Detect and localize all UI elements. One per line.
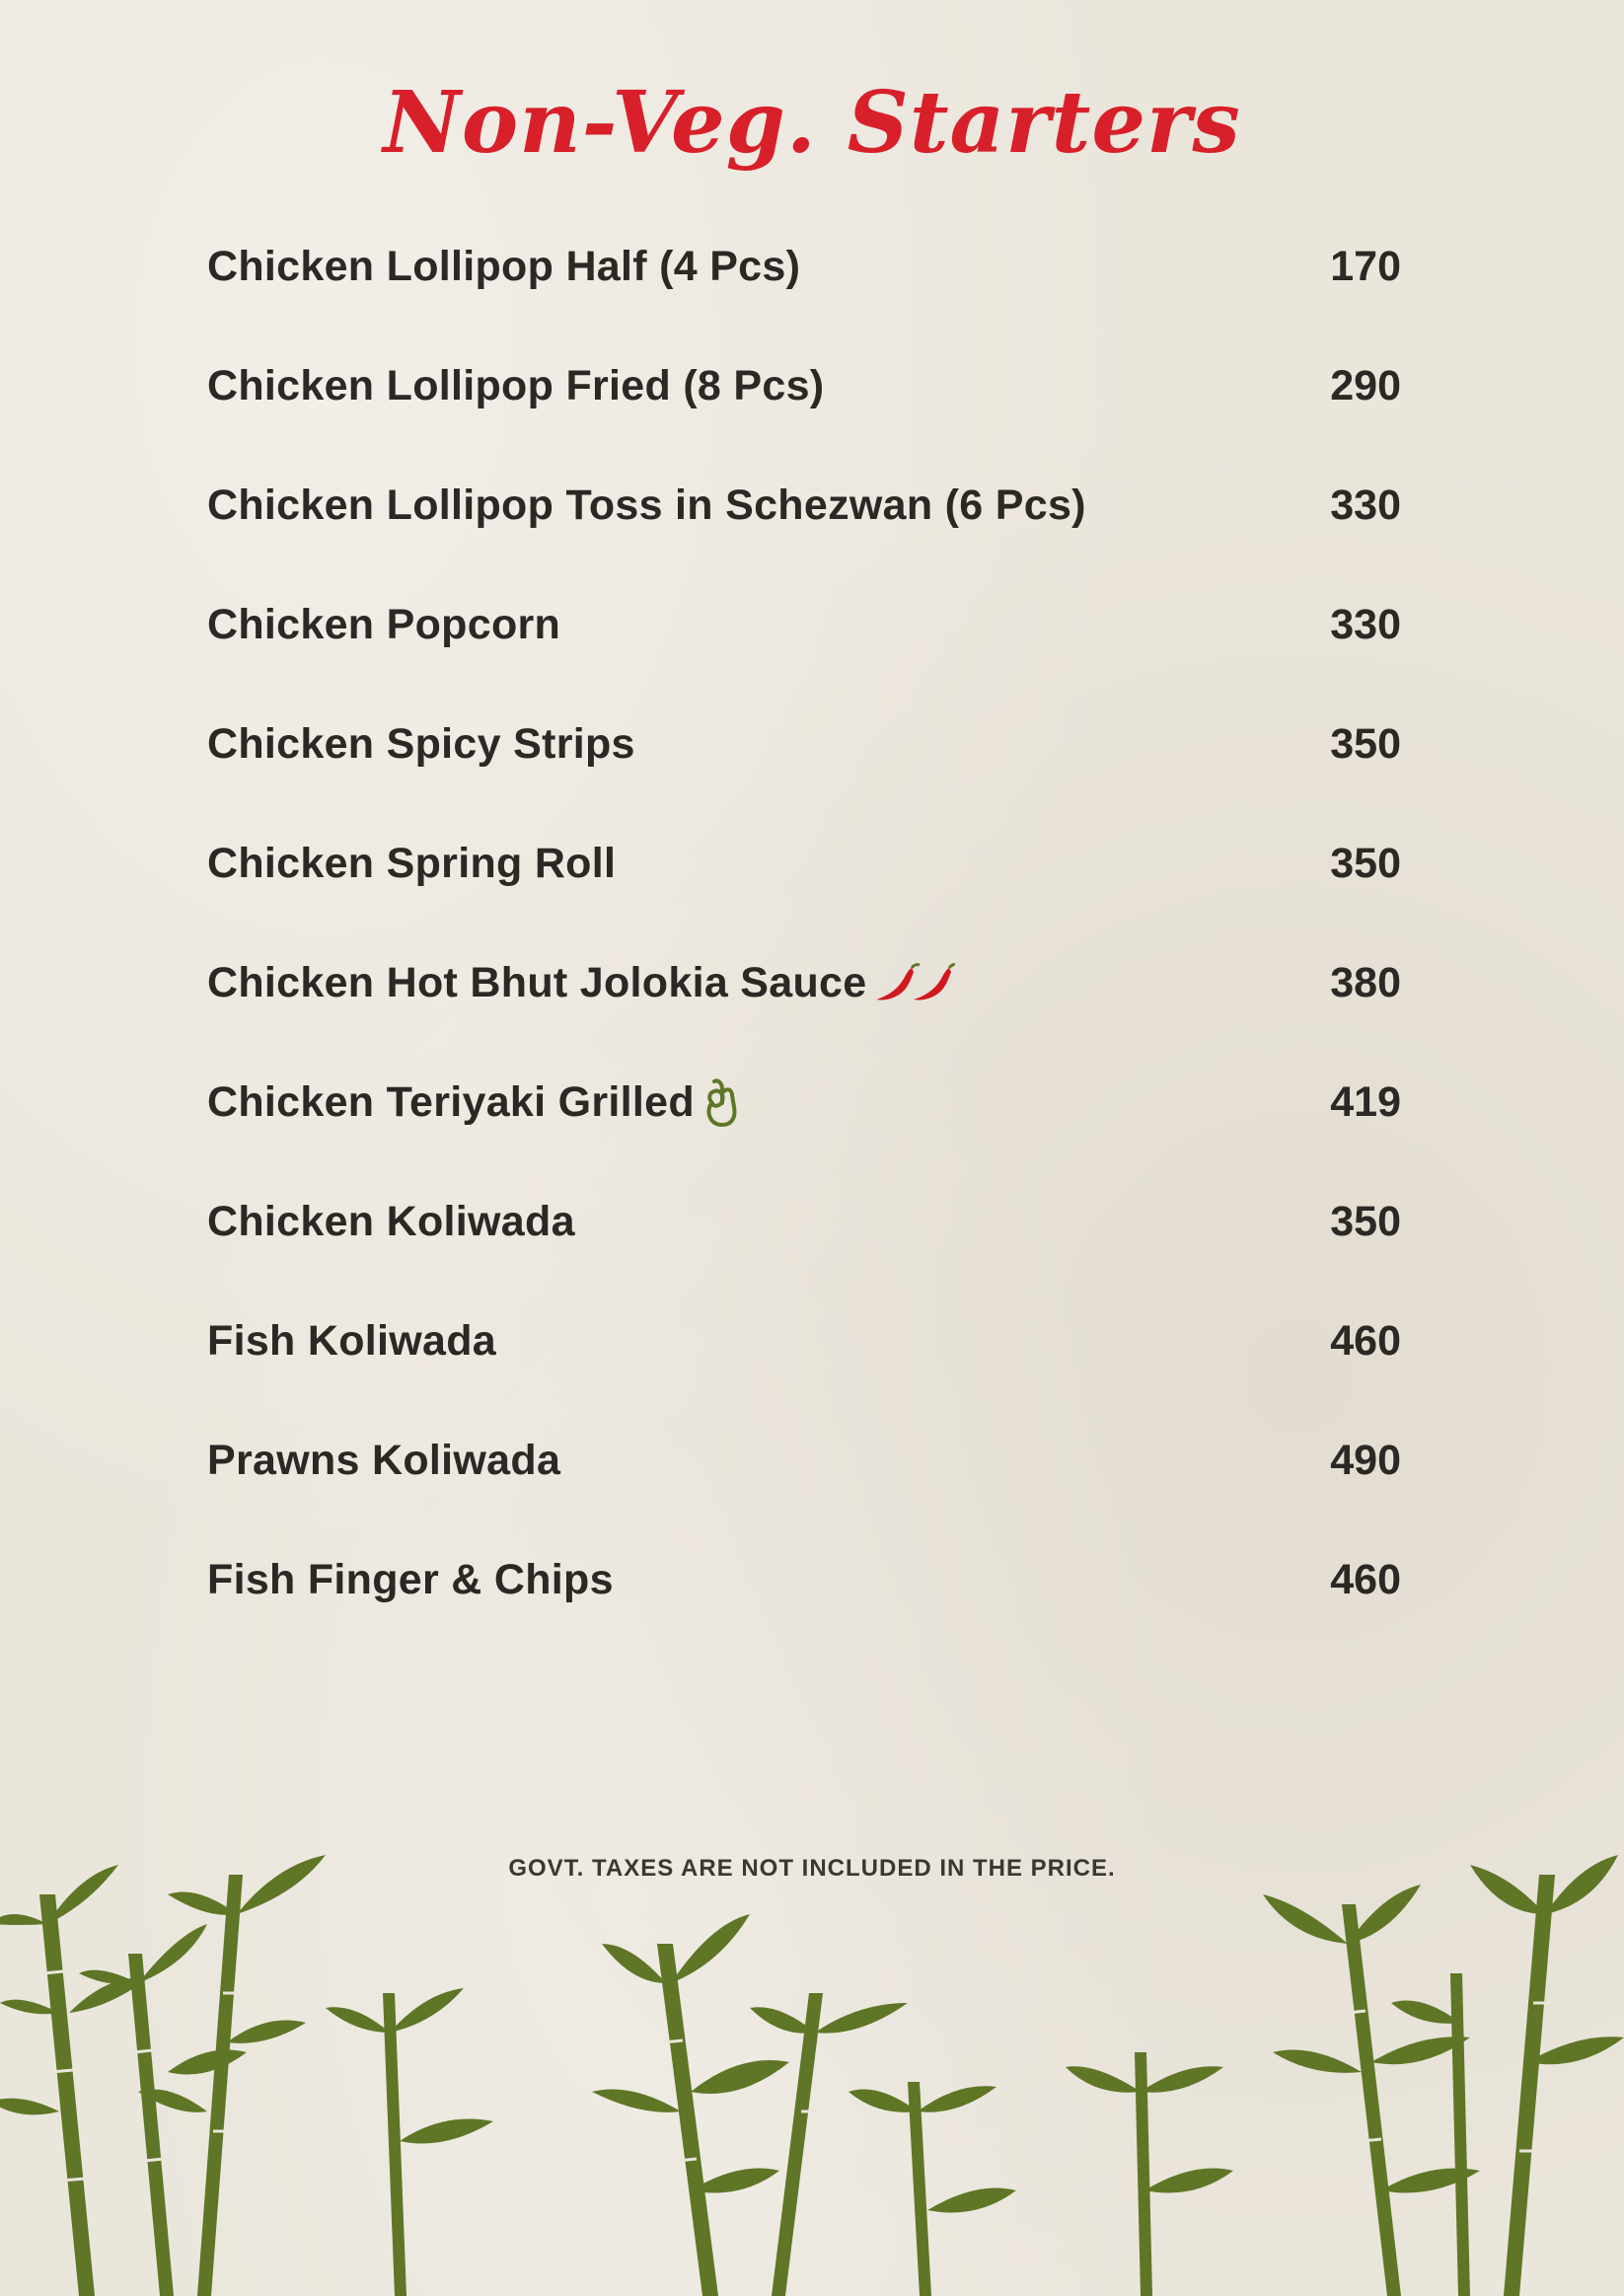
item-name: Chicken Teriyaki Grilled	[207, 1078, 695, 1126]
menu-item	[207, 1282, 1401, 1401]
menu-item	[207, 565, 1401, 685]
menu-item	[207, 804, 1401, 924]
bamboo-illustration	[0, 1815, 1624, 2296]
item-name: Chicken Popcorn	[207, 601, 561, 648]
tax-note: GOVT. TAXES ARE NOT INCLUDED IN THE PRICE.	[508, 1855, 1116, 1882]
page-title: Non-Veg. Starters	[383, 73, 1241, 173]
item-price: 290	[1330, 362, 1401, 409]
menu-list	[207, 207, 1401, 1640]
item-price: 460	[1330, 1556, 1401, 1603]
item-name: Fish Koliwada	[207, 1317, 496, 1365]
item-price: 350	[1330, 840, 1401, 887]
two-red-chillies-icon	[872, 962, 955, 1005]
item-name: Chicken Koliwada	[207, 1198, 575, 1245]
ok-hand-icon	[701, 1077, 744, 1129]
menu-item	[207, 1162, 1401, 1282]
item-name: Chicken Lollipop Toss in Schezwan (6 Pcs)	[207, 481, 1086, 529]
item-price: 380	[1330, 959, 1401, 1006]
item-price: 350	[1330, 720, 1401, 768]
menu-item	[207, 924, 1401, 1043]
item-name: Chicken Spicy Strips	[207, 720, 635, 768]
item-name: Chicken Lollipop Half (4 Pcs)	[207, 243, 801, 290]
item-price: 419	[1330, 1078, 1401, 1126]
item-price: 350	[1330, 1198, 1401, 1245]
item-name: Chicken Hot Bhut Jolokia Sauce	[207, 959, 867, 1006]
item-price: 460	[1330, 1317, 1401, 1365]
menu-item	[207, 327, 1401, 446]
menu-item	[207, 685, 1401, 804]
item-name: Chicken Spring Roll	[207, 840, 617, 887]
item-price: 330	[1330, 481, 1401, 529]
menu-item	[207, 446, 1401, 565]
menu-item	[207, 1043, 1401, 1162]
menu-item	[207, 207, 1401, 327]
item-price: 490	[1330, 1437, 1401, 1484]
item-price: 330	[1330, 601, 1401, 648]
item-name: Chicken Lollipop Fried (8 Pcs)	[207, 362, 825, 409]
menu-item	[207, 1520, 1401, 1640]
item-price: 170	[1330, 243, 1401, 290]
item-name: Fish Finger & Chips	[207, 1556, 614, 1603]
menu-item	[207, 1401, 1401, 1520]
item-name: Prawns Koliwada	[207, 1437, 561, 1484]
